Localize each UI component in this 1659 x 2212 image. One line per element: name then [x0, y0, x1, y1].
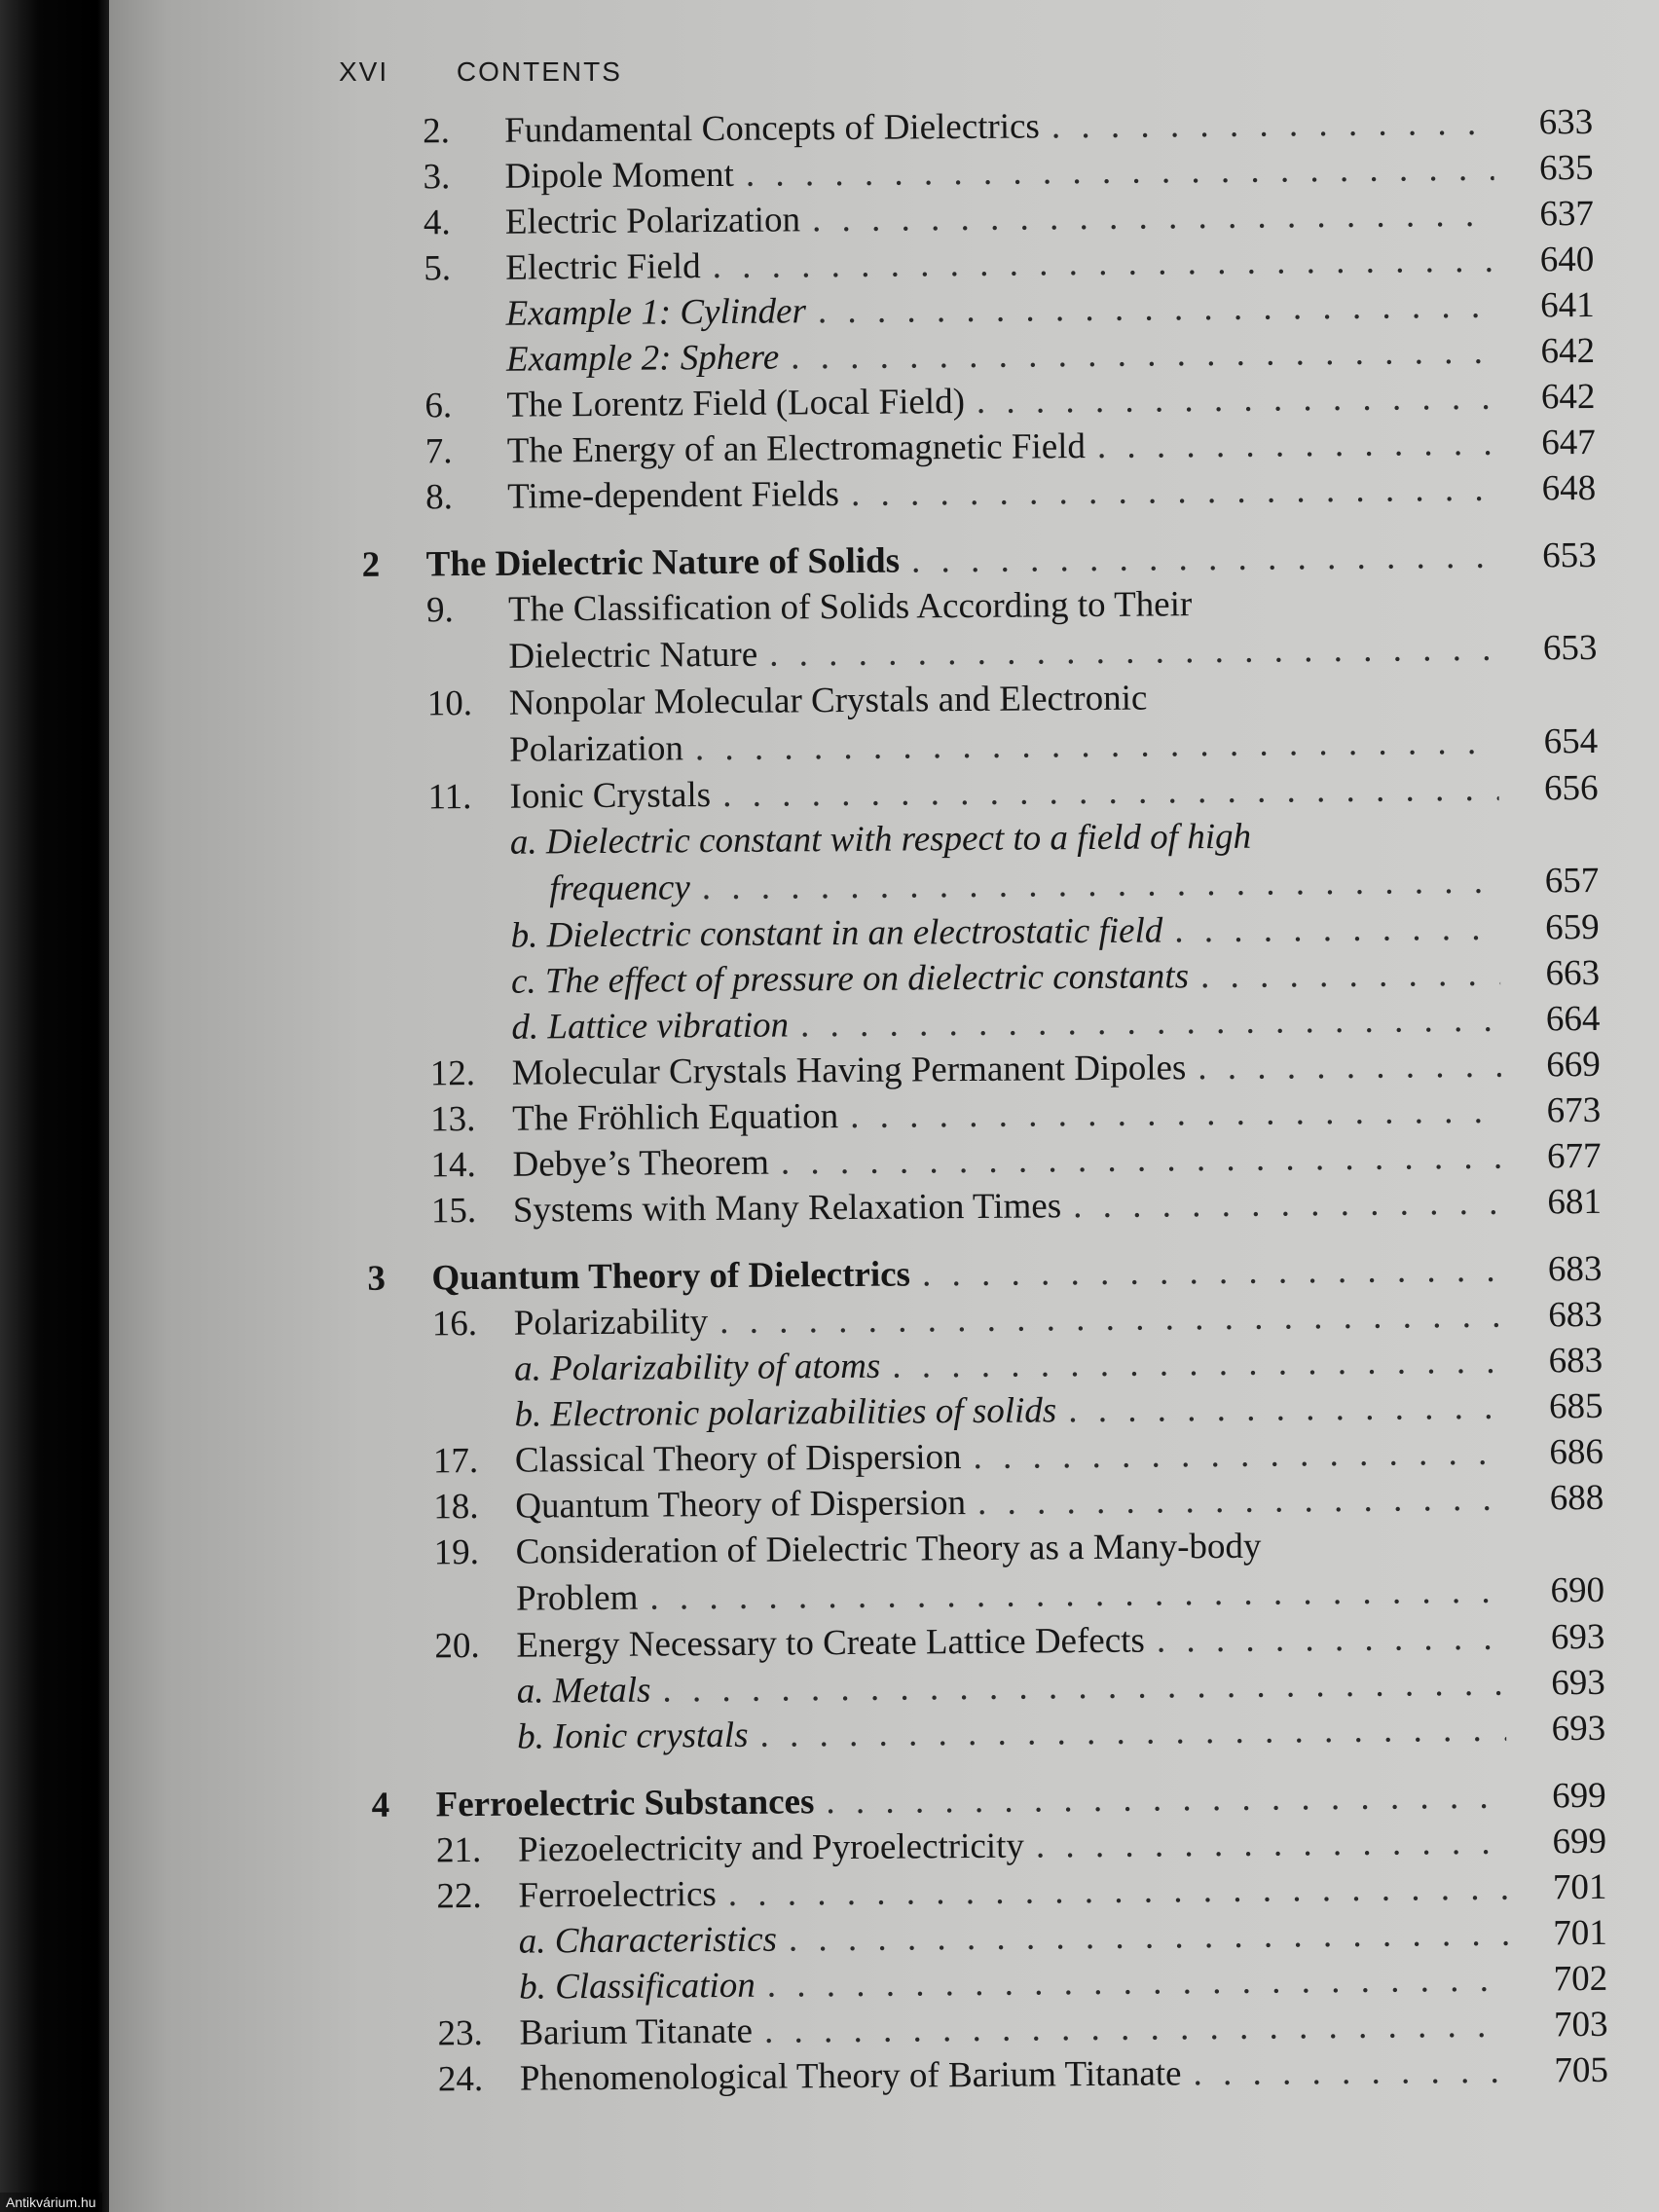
dot-leader [1073, 1180, 1502, 1229]
section-number: 4. [423, 203, 451, 243]
subsection-title: b. Classification [518, 1965, 756, 2008]
dot-leader [1051, 100, 1494, 150]
section-title: The Classification of Solids According to Their [507, 584, 1193, 630]
chapter-number: 4 [371, 1785, 390, 1825]
page-number: 693 [1551, 1662, 1605, 1704]
page-number: 705 [1554, 2049, 1609, 2091]
section-number: 5. [424, 248, 452, 289]
dot-leader [1157, 1615, 1506, 1664]
section-number: 20. [434, 1625, 480, 1667]
section-number: 2. [423, 111, 451, 152]
page-number: 664 [1545, 998, 1601, 1040]
page-number: 637 [1539, 193, 1595, 235]
section-number: 23. [437, 2012, 483, 2054]
dot-leader [789, 1911, 1508, 1963]
section-number: 7. [424, 431, 453, 472]
dot-leader [851, 466, 1496, 517]
section-title-continued: Problem [515, 1577, 639, 1619]
page-number: 648 [1541, 467, 1597, 509]
dot-leader [781, 1134, 1502, 1186]
section-number: 24. [437, 2058, 484, 2100]
page-number: 642 [1540, 330, 1596, 372]
section-title: Piezoelectricity and Pyroelectricity [517, 1825, 1025, 1870]
page-number: 690 [1550, 1569, 1605, 1611]
page-number: 681 [1547, 1181, 1603, 1223]
dot-leader [973, 1430, 1504, 1480]
dot-leader [767, 1957, 1509, 2009]
section-number: 16. [431, 1303, 478, 1345]
subsection-title: b. Electronic polarizabilities of solids [514, 1390, 1057, 1435]
page-number: 701 [1553, 1912, 1607, 1954]
subsection-title: a. Polarizability of atoms [514, 1346, 881, 1389]
section-title: Debye’s Theorem [512, 1142, 770, 1185]
section-number: 9. [425, 590, 454, 631]
page-number: 693 [1550, 1616, 1605, 1658]
page-number: 677 [1546, 1135, 1602, 1177]
section-number: 14. [430, 1144, 476, 1186]
dot-leader [769, 625, 1498, 679]
toc-entry-8 [350, 465, 1596, 521]
dot-leader [1193, 2048, 1509, 2097]
toc-entry-15 [355, 1179, 1602, 1235]
section-title: Time-dependent Fields [506, 474, 840, 517]
dot-leader [1097, 421, 1496, 469]
dot-leader [702, 858, 1500, 911]
subsection-title: a. Metals [516, 1670, 651, 1712]
page-number: 641 [1539, 284, 1595, 326]
dot-leader [826, 1774, 1507, 1825]
page-number: 702 [1553, 1958, 1608, 2000]
dot-leader [977, 1476, 1505, 1526]
dot-leader [922, 1247, 1503, 1298]
section-title: Barium Titanate [519, 2010, 754, 2053]
section-title: The Lorentz Field (Local Field) [506, 382, 966, 425]
subsection-title-continued: frequency [549, 867, 690, 909]
dot-leader [818, 283, 1495, 334]
section-title: Nonpolar Molecular Crystals and Electronic [508, 678, 1148, 723]
subsection-title: a. Characteristics [518, 1919, 778, 1962]
page-number: 633 [1538, 101, 1594, 143]
page-number: 635 [1538, 147, 1594, 189]
dot-leader [977, 375, 1496, 424]
page-folio: XVI [339, 56, 389, 87]
page-number: 673 [1546, 1089, 1602, 1131]
dot-leader [1200, 951, 1500, 999]
subsection-title: d. Lattice vibration [511, 1005, 790, 1048]
page-number: 647 [1541, 422, 1596, 463]
page-number: 663 [1545, 952, 1601, 994]
page-number: 653 [1541, 535, 1597, 576]
section-title: Ferroelectrics [518, 1874, 717, 1916]
subsection-title: b. Ionic crystals [516, 1714, 749, 1757]
section-number: 18. [433, 1486, 479, 1528]
section-number: 19. [433, 1531, 480, 1573]
dot-leader [728, 1865, 1508, 1917]
dot-leader [712, 238, 1494, 289]
running-head-title: CONTENTS [456, 56, 622, 87]
dot-leader [1174, 905, 1500, 954]
page-number: 703 [1553, 2004, 1608, 2046]
section-number: 3. [423, 157, 451, 198]
page-number: 685 [1548, 1385, 1604, 1427]
section-title: Energy Necessary to Create Lattice Defects [516, 1620, 1146, 1666]
dot-leader [695, 719, 1499, 772]
section-number: 21. [435, 1829, 482, 1871]
section-number: 11. [427, 777, 472, 818]
page-number: 699 [1551, 1775, 1606, 1817]
chapter-number: 2 [361, 544, 381, 585]
page-number: 693 [1551, 1708, 1606, 1750]
section-number: 13. [429, 1098, 476, 1140]
toc-subsection-20b [359, 1706, 1605, 1761]
section-title: Molecular Crystals Having Permanent Dipoles [511, 1048, 1187, 1093]
page-number: 669 [1546, 1044, 1601, 1086]
section-title: Electric Field [505, 246, 701, 288]
section-title: Dipole Moment [504, 154, 735, 197]
dot-leader [791, 329, 1495, 381]
example-title: Example 2: Sphere [505, 337, 780, 380]
section-number: 15. [430, 1190, 477, 1232]
section-number: 6. [424, 386, 453, 426]
dot-leader [722, 766, 1499, 818]
section-title: The Fröhlich Equation [511, 1096, 839, 1139]
page-number: 699 [1552, 1821, 1607, 1862]
dot-leader [892, 1339, 1503, 1389]
section-title: Ionic Crystals [509, 775, 712, 817]
page-number: 657 [1544, 860, 1600, 902]
subsection-title: c. The effect of pressure on dielectric constants [510, 956, 1190, 1002]
dot-leader [662, 1661, 1506, 1714]
section-title-continued: Dielectric Nature [508, 634, 758, 677]
watermark: Antikvárium.hu [0, 2193, 102, 2212]
section-title: Quantum Theory of Dispersion [515, 1483, 967, 1527]
dot-leader [746, 146, 1494, 198]
page-number: 653 [1542, 627, 1598, 669]
section-number: 22. [436, 1875, 482, 1917]
dot-leader [1068, 1384, 1504, 1434]
page-number: 659 [1544, 906, 1600, 948]
chapter-title: Quantum Theory of Dielectrics [431, 1254, 911, 1299]
dot-leader [812, 192, 1494, 243]
page-number: 688 [1549, 1477, 1604, 1519]
running-head [339, 56, 622, 88]
dot-leader [1036, 1820, 1508, 1869]
section-title-continued: Polarization [509, 728, 684, 770]
dot-leader [649, 1567, 1505, 1622]
section-number: 17. [432, 1440, 479, 1482]
subsection-title: b. Dielectric constant in an electrostatic field [510, 910, 1163, 956]
page-number: 683 [1548, 1340, 1604, 1382]
section-title: The Energy of an Electromagnetic Field [506, 426, 1087, 471]
example-title: Example 1: Cylinder [505, 291, 807, 334]
dot-leader [759, 1707, 1506, 1758]
page-number: 683 [1547, 1248, 1603, 1290]
chapter-title: The Dielectric Nature of Solids [425, 540, 901, 585]
section-title: Electric Polarization [504, 200, 801, 242]
page-number: 654 [1543, 720, 1599, 762]
page-number: 656 [1543, 767, 1599, 809]
section-number: 12. [429, 1052, 476, 1094]
section-title: Systems with Many Relaxation Times [512, 1186, 1062, 1231]
section-title: Polarizability [513, 1302, 709, 1344]
toc-entry-24 [362, 2047, 1608, 2103]
book-spine-shadow [0, 0, 109, 2212]
section-title: Phenomenological Theory of Barium Titanate [519, 2053, 1182, 2099]
table-of-contents [347, 99, 1608, 2103]
page-number: 683 [1548, 1294, 1603, 1336]
section-title: Consideration of Dielectric Theory as a Many-body [515, 1526, 1262, 1572]
chapter-title: Ferroelectric Substances [435, 1782, 815, 1825]
dot-leader [1198, 1043, 1501, 1090]
chapter-number: 3 [367, 1258, 387, 1299]
dot-leader [911, 534, 1497, 584]
dot-leader [850, 1088, 1501, 1139]
page-number: 642 [1540, 376, 1596, 418]
page-number: 686 [1549, 1431, 1604, 1473]
dot-leader [719, 1293, 1503, 1345]
section-title: Classical Theory of Dispersion [514, 1437, 962, 1481]
section-number: 10. [426, 683, 473, 724]
page-number: 701 [1552, 1866, 1607, 1908]
section-number: 8. [424, 477, 454, 518]
page-number: 640 [1539, 239, 1595, 280]
dot-leader [764, 2003, 1509, 2054]
section-title: Fundamental Concepts of Dielectrics [504, 106, 1041, 151]
subsection-title: a. Dielectric constant with respect to a field of high [509, 816, 1252, 863]
dot-leader [800, 997, 1501, 1049]
